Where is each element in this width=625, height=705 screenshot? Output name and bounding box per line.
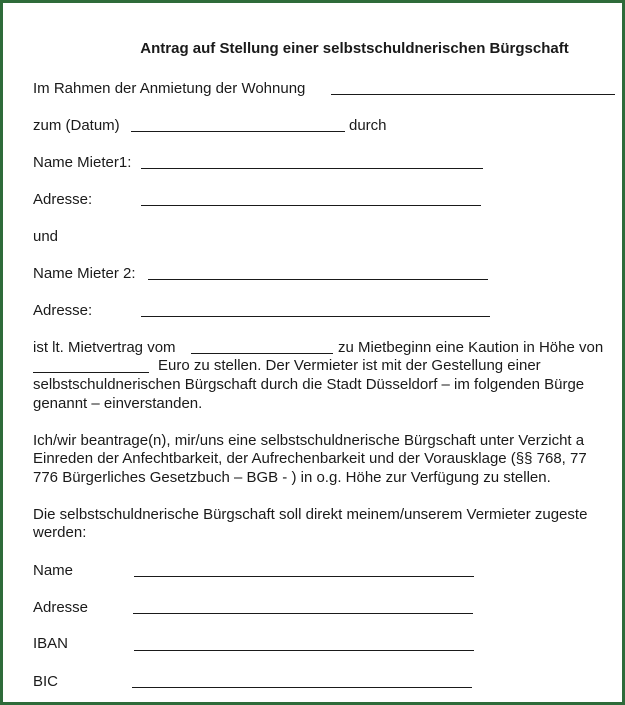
- para3-line1: Die selbstschuldnerische Bürgschaft soll direkt meinem/unserem Vermieter zugeste: [33, 506, 588, 523]
- bank-name-label: Name: [33, 562, 74, 579]
- para2-line1: Ich/wir beantrage(n), mir/uns eine selbstschuldnerische Bürgschaft unter Verzicht a: [33, 432, 585, 449]
- and-label: und: [33, 228, 59, 245]
- para1-line4: genannt – einverstanden.: [33, 395, 203, 412]
- para1-line1-b: zu Mietbeginn eine Kaution in Höhe von: [338, 339, 604, 356]
- date-suffix-label: durch: [349, 117, 387, 134]
- tenant1-label: Name Mieter1:: [33, 154, 132, 171]
- bank-name-field[interactable]: [134, 576, 474, 577]
- para3-line2: werden:: [33, 524, 87, 541]
- bank-address-label: Adresse: [33, 599, 89, 616]
- para1-line2: Euro zu stellen. Der Vermieter ist mit der Gestellung einer: [158, 357, 541, 374]
- tenant1-name-field[interactable]: [141, 168, 483, 169]
- address1-label: Adresse:: [33, 191, 93, 208]
- tenant2-address-field[interactable]: [141, 316, 490, 317]
- date-field[interactable]: [131, 131, 345, 132]
- rental-intro-label: Im Rahmen der Anmietung der Wohnung: [33, 80, 306, 97]
- address2-label: Adresse:: [33, 302, 93, 319]
- tenant2-label: Name Mieter 2:: [33, 265, 136, 282]
- para1-line1-a: ist lt. Mietvertrag vom: [33, 339, 176, 356]
- contract-date-field[interactable]: [191, 353, 333, 354]
- tenant1-address-field[interactable]: [141, 205, 481, 206]
- bic-label: BIC: [33, 673, 59, 690]
- para2-line2: Einreden der Anfechtbarkeit, der Aufrechenbarkeit und der Vorausklage (§§ 768, 77: [33, 450, 587, 467]
- document-title: Antrag auf Stellung einer selbstschuldnerischen Bürgschaft: [140, 40, 569, 57]
- apartment-field[interactable]: [331, 94, 615, 95]
- iban-label: IBAN: [33, 635, 69, 652]
- para1-line3: selbstschuldnerischen Bürgschaft durch die Stadt Düsseldorf – im folgenden Bürge: [33, 376, 585, 393]
- deposit-amount-field[interactable]: [33, 372, 149, 373]
- bank-address-field[interactable]: [133, 613, 473, 614]
- para2-line3: 776 Bürgerliches Gesetzbuch – BGB - ) in o.g. Höhe zur Verfügung zu stellen.: [33, 469, 551, 486]
- bic-field[interactable]: [132, 687, 472, 688]
- date-label: zum (Datum): [33, 117, 120, 134]
- tenant2-name-field[interactable]: [148, 279, 488, 280]
- iban-field[interactable]: [134, 650, 474, 651]
